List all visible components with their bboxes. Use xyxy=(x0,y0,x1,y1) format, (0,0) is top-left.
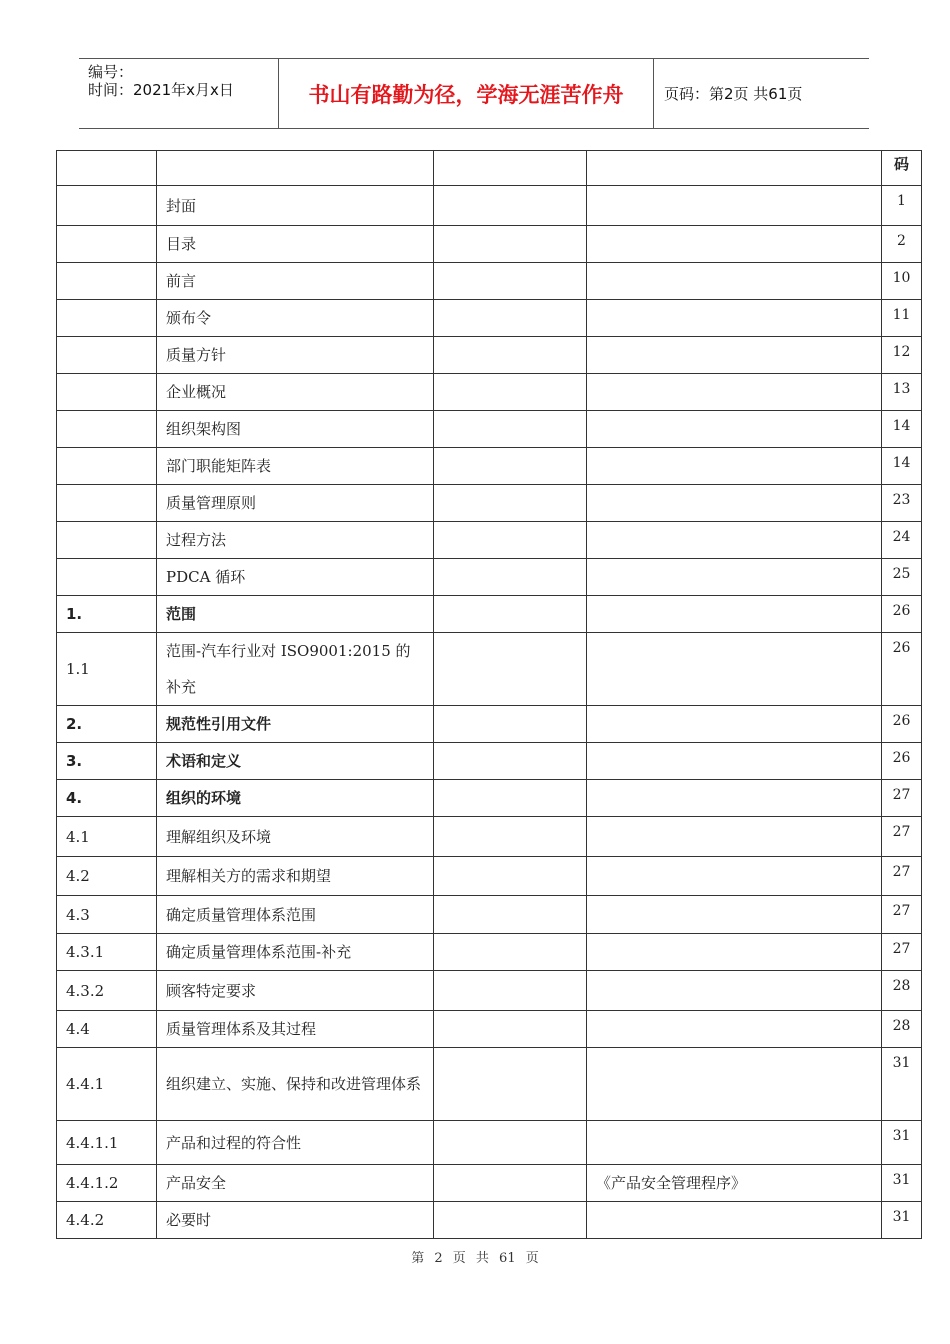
toc-reference xyxy=(587,934,882,971)
toc-blank xyxy=(434,596,587,633)
toc-reference xyxy=(587,485,882,522)
toc-row xyxy=(57,971,922,1011)
toc-blank xyxy=(434,559,587,596)
toc-title: 范围 xyxy=(157,596,434,633)
toc-number: 4.4 xyxy=(57,1011,157,1048)
toc-number xyxy=(57,448,157,485)
toc-title: 组织的环境 xyxy=(157,780,434,817)
page-footer: 第 2 页 共 61 页 xyxy=(411,1251,539,1266)
toc-row xyxy=(57,226,922,263)
toc-blank xyxy=(434,263,587,300)
toc-page: 27 xyxy=(882,857,922,896)
toc-row xyxy=(57,896,922,934)
toc-page: 10 xyxy=(882,263,922,300)
toc-blank xyxy=(434,226,587,263)
toc-row xyxy=(57,186,922,226)
toc-title: 颁布令 xyxy=(157,300,434,337)
toc-reference xyxy=(587,743,882,780)
toc-reference xyxy=(587,1121,882,1165)
toc-number xyxy=(57,559,157,596)
toc-number xyxy=(57,411,157,448)
toc-reference xyxy=(587,226,882,263)
toc-title: 必要时 xyxy=(157,1202,434,1239)
toc-page: 25 xyxy=(882,559,922,596)
toc-number: 4. xyxy=(57,780,157,817)
toc-row xyxy=(57,706,922,743)
doc-time-label: 时间：2021年x月x日 xyxy=(88,81,234,99)
toc-title: 过程方法 xyxy=(157,522,434,559)
toc-reference xyxy=(587,263,882,300)
toc-reference xyxy=(587,896,882,934)
toc-reference xyxy=(587,337,882,374)
toc-reference xyxy=(587,300,882,337)
toc-number: 4.4.2 xyxy=(57,1202,157,1239)
toc-page: 13 xyxy=(882,374,922,411)
toc-reference xyxy=(587,817,882,857)
toc-row xyxy=(57,596,922,633)
header-page-info: 页码：第2页 共61页 xyxy=(664,85,803,103)
toc-row xyxy=(57,559,922,596)
toc-blank xyxy=(434,743,587,780)
toc-row xyxy=(57,1121,922,1165)
toc-reference xyxy=(587,780,882,817)
toc-number: 4.3 xyxy=(57,896,157,934)
toc-title: 确定质量管理体系范围 xyxy=(157,896,434,934)
toc-title: 企业概况 xyxy=(157,374,434,411)
toc-page: 14 xyxy=(882,448,922,485)
toc-row xyxy=(57,857,922,896)
page-header xyxy=(79,58,869,129)
toc-page: 11 xyxy=(882,300,922,337)
toc-reference xyxy=(587,374,882,411)
toc-row xyxy=(57,300,922,337)
toc-page: 28 xyxy=(882,971,922,1011)
doc-number-label: 编号： xyxy=(88,63,134,81)
toc-reference xyxy=(587,1048,882,1121)
toc-blank xyxy=(434,411,587,448)
toc-page: 27 xyxy=(882,817,922,857)
toc-blank xyxy=(434,337,587,374)
toc-reference: 《产品安全管理程序》 xyxy=(587,1165,882,1202)
toc-reference xyxy=(587,1011,882,1048)
toc-blank xyxy=(434,857,587,896)
toc-page: 12 xyxy=(882,337,922,374)
toc-row xyxy=(57,1048,922,1121)
toc-row xyxy=(57,633,922,706)
toc-page: 2 xyxy=(882,226,922,263)
toc-title: 理解组织及环境 xyxy=(157,817,434,857)
toc-title: 组织架构图 xyxy=(157,411,434,448)
toc-blank xyxy=(434,1121,587,1165)
toc-reference xyxy=(587,971,882,1011)
toc-blank xyxy=(434,896,587,934)
toc-reference xyxy=(587,448,882,485)
toc-row xyxy=(57,411,922,448)
toc-blank xyxy=(434,1165,587,1202)
toc-blank xyxy=(434,448,587,485)
toc-blank xyxy=(434,1202,587,1239)
toc-reference xyxy=(587,633,882,706)
toc-blank xyxy=(434,186,587,226)
header-motto: 书山有路勤为径，学海无涯苦作舟 xyxy=(279,59,654,128)
toc-number: 4.4.1 xyxy=(57,1048,157,1121)
toc-number: 4.3.1 xyxy=(57,934,157,971)
toc-page: 28 xyxy=(882,1011,922,1048)
toc-number: 2. xyxy=(57,706,157,743)
toc-row xyxy=(57,1165,922,1202)
toc-title: PDCA 循环 xyxy=(157,559,434,596)
toc-page: 31 xyxy=(882,1048,922,1121)
toc-page: 26 xyxy=(882,706,922,743)
toc-row xyxy=(57,743,922,780)
header-cell-number xyxy=(57,151,157,186)
toc-page: 26 xyxy=(882,743,922,780)
toc-blank xyxy=(434,522,587,559)
toc-page: 31 xyxy=(882,1165,922,1202)
toc-table xyxy=(56,150,922,1239)
toc-number xyxy=(57,337,157,374)
header-cell-reference xyxy=(587,151,882,186)
toc-blank xyxy=(434,1048,587,1121)
toc-blank xyxy=(434,633,587,706)
toc-title: 范围-汽车行业对 ISO9001:2015 的补充 xyxy=(157,633,434,706)
toc-row xyxy=(57,1011,922,1048)
toc-title: 术语和定义 xyxy=(157,743,434,780)
toc-number xyxy=(57,374,157,411)
toc-blank xyxy=(434,817,587,857)
toc-reference xyxy=(587,857,882,896)
toc-page: 26 xyxy=(882,633,922,706)
header-cell-title xyxy=(157,151,434,186)
toc-number xyxy=(57,485,157,522)
toc-number xyxy=(57,522,157,559)
toc-number: 4.4.1.2 xyxy=(57,1165,157,1202)
toc-row xyxy=(57,817,922,857)
toc-row xyxy=(57,374,922,411)
toc-row xyxy=(57,1202,922,1239)
toc-reference xyxy=(587,1202,882,1239)
toc-title: 质量管理原则 xyxy=(157,485,434,522)
toc-reference xyxy=(587,559,882,596)
toc-page: 14 xyxy=(882,411,922,448)
toc-number: 4.3.2 xyxy=(57,971,157,1011)
toc-reference xyxy=(587,596,882,633)
toc-reference xyxy=(587,411,882,448)
toc-page: 23 xyxy=(882,485,922,522)
toc-header-row xyxy=(57,151,922,186)
toc-title: 质量管理体系及其过程 xyxy=(157,1011,434,1048)
toc-blank xyxy=(434,374,587,411)
toc-blank xyxy=(434,780,587,817)
toc-page: 31 xyxy=(882,1121,922,1165)
toc-page: 26 xyxy=(882,596,922,633)
toc-number xyxy=(57,263,157,300)
toc-title: 组织建立、实施、保持和改进管理体系 xyxy=(157,1048,434,1121)
toc-blank xyxy=(434,485,587,522)
toc-page: 1 xyxy=(882,186,922,226)
toc-page: 27 xyxy=(882,934,922,971)
toc-title: 部门职能矩阵表 xyxy=(157,448,434,485)
toc-blank xyxy=(434,706,587,743)
header-cell-page: 码 xyxy=(882,151,922,186)
toc-number xyxy=(57,300,157,337)
toc-blank xyxy=(434,300,587,337)
toc-reference xyxy=(587,522,882,559)
toc-number: 1. xyxy=(57,596,157,633)
toc-title: 目录 xyxy=(157,226,434,263)
toc-number: 4.4.1.1 xyxy=(57,1121,157,1165)
toc-reference xyxy=(587,186,882,226)
toc-row xyxy=(57,934,922,971)
toc-title: 规范性引用文件 xyxy=(157,706,434,743)
toc-page: 24 xyxy=(882,522,922,559)
toc-row xyxy=(57,485,922,522)
toc-title: 产品和过程的符合性 xyxy=(157,1121,434,1165)
toc-row xyxy=(57,780,922,817)
toc-number: 1.1 xyxy=(57,633,157,706)
toc-number xyxy=(57,226,157,263)
toc-number: 4.2 xyxy=(57,857,157,896)
toc-title: 质量方针 xyxy=(157,337,434,374)
toc-page: 31 xyxy=(882,1202,922,1239)
toc-row xyxy=(57,263,922,300)
toc-title: 封面 xyxy=(157,186,434,226)
toc-page: 27 xyxy=(882,896,922,934)
toc-blank xyxy=(434,971,587,1011)
toc-row xyxy=(57,522,922,559)
toc-blank xyxy=(434,1011,587,1048)
toc-title: 顾客特定要求 xyxy=(157,971,434,1011)
toc-row xyxy=(57,337,922,374)
header-cell-blank xyxy=(434,151,587,186)
toc-page: 27 xyxy=(882,780,922,817)
toc-reference xyxy=(587,706,882,743)
toc-title: 前言 xyxy=(157,263,434,300)
toc-blank xyxy=(434,934,587,971)
toc-title: 确定质量管理体系范围-补充 xyxy=(157,934,434,971)
toc-title: 产品安全 xyxy=(157,1165,434,1202)
toc-row xyxy=(57,448,922,485)
toc-number: 3. xyxy=(57,743,157,780)
toc-number: 4.1 xyxy=(57,817,157,857)
toc-number xyxy=(57,186,157,226)
header-meta xyxy=(79,59,279,128)
toc-title: 理解相关方的需求和期望 xyxy=(157,857,434,896)
